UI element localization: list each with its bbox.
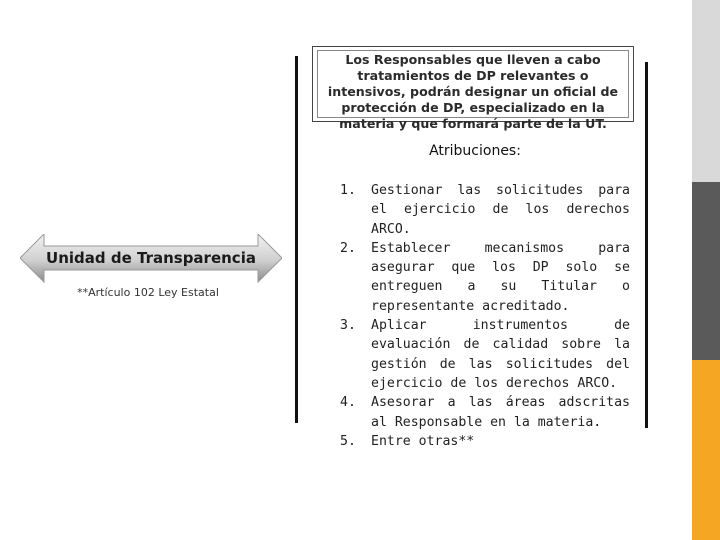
left-bracket-bar — [295, 56, 298, 423]
item-text: Gestionar las solicitudes para el ejercicio de los derechos ARCO. — [371, 183, 630, 237]
unidad-label: Unidad de Transparencia — [46, 249, 256, 267]
list-item — [340, 181, 630, 239]
responsables-callout — [312, 46, 634, 131]
item-text: Establecer mecanismos para asegurar que los DP solo se entreguen a su Titular o representante acreditado. — [371, 240, 630, 314]
list-item — [340, 239, 630, 316]
item-text: Aplicar instrumentos de evaluación de calidad sobre la gestión de las solicitudes del ejercicio de los derechos ARCO. — [371, 318, 630, 391]
atribuciones-title: Atribuciones: — [429, 143, 521, 159]
list-item — [340, 393, 630, 432]
atribuciones-list — [340, 181, 630, 451]
item-number: 1. — [340, 183, 356, 198]
unidad-arrow — [20, 234, 282, 292]
callout-text: Los Responsables que lleven a cabo tratamientos de DP relevantes o intensivos, podrán designar un oficial de protección de DP, especializado en la materia y que formará parte de la UT. — [317, 50, 629, 118]
item-text: Asesorar a las áreas adscritas al Responsable en la materia. — [371, 395, 630, 430]
item-number: 5. — [340, 433, 356, 449]
item-number: 2. — [340, 240, 356, 256]
item-text: Entre otras** — [371, 433, 475, 449]
right-bracket-bar — [645, 62, 648, 428]
accent-strip-dark — [692, 182, 720, 360]
list-item — [340, 316, 630, 393]
ley-note: **Artículo 102 Ley Estatal — [77, 286, 219, 299]
item-number: 4. — [340, 395, 356, 411]
accent-strip-light — [692, 0, 720, 182]
item-number: 3. — [340, 318, 356, 334]
list-item — [340, 432, 630, 451]
accent-strip-orange — [692, 360, 720, 540]
